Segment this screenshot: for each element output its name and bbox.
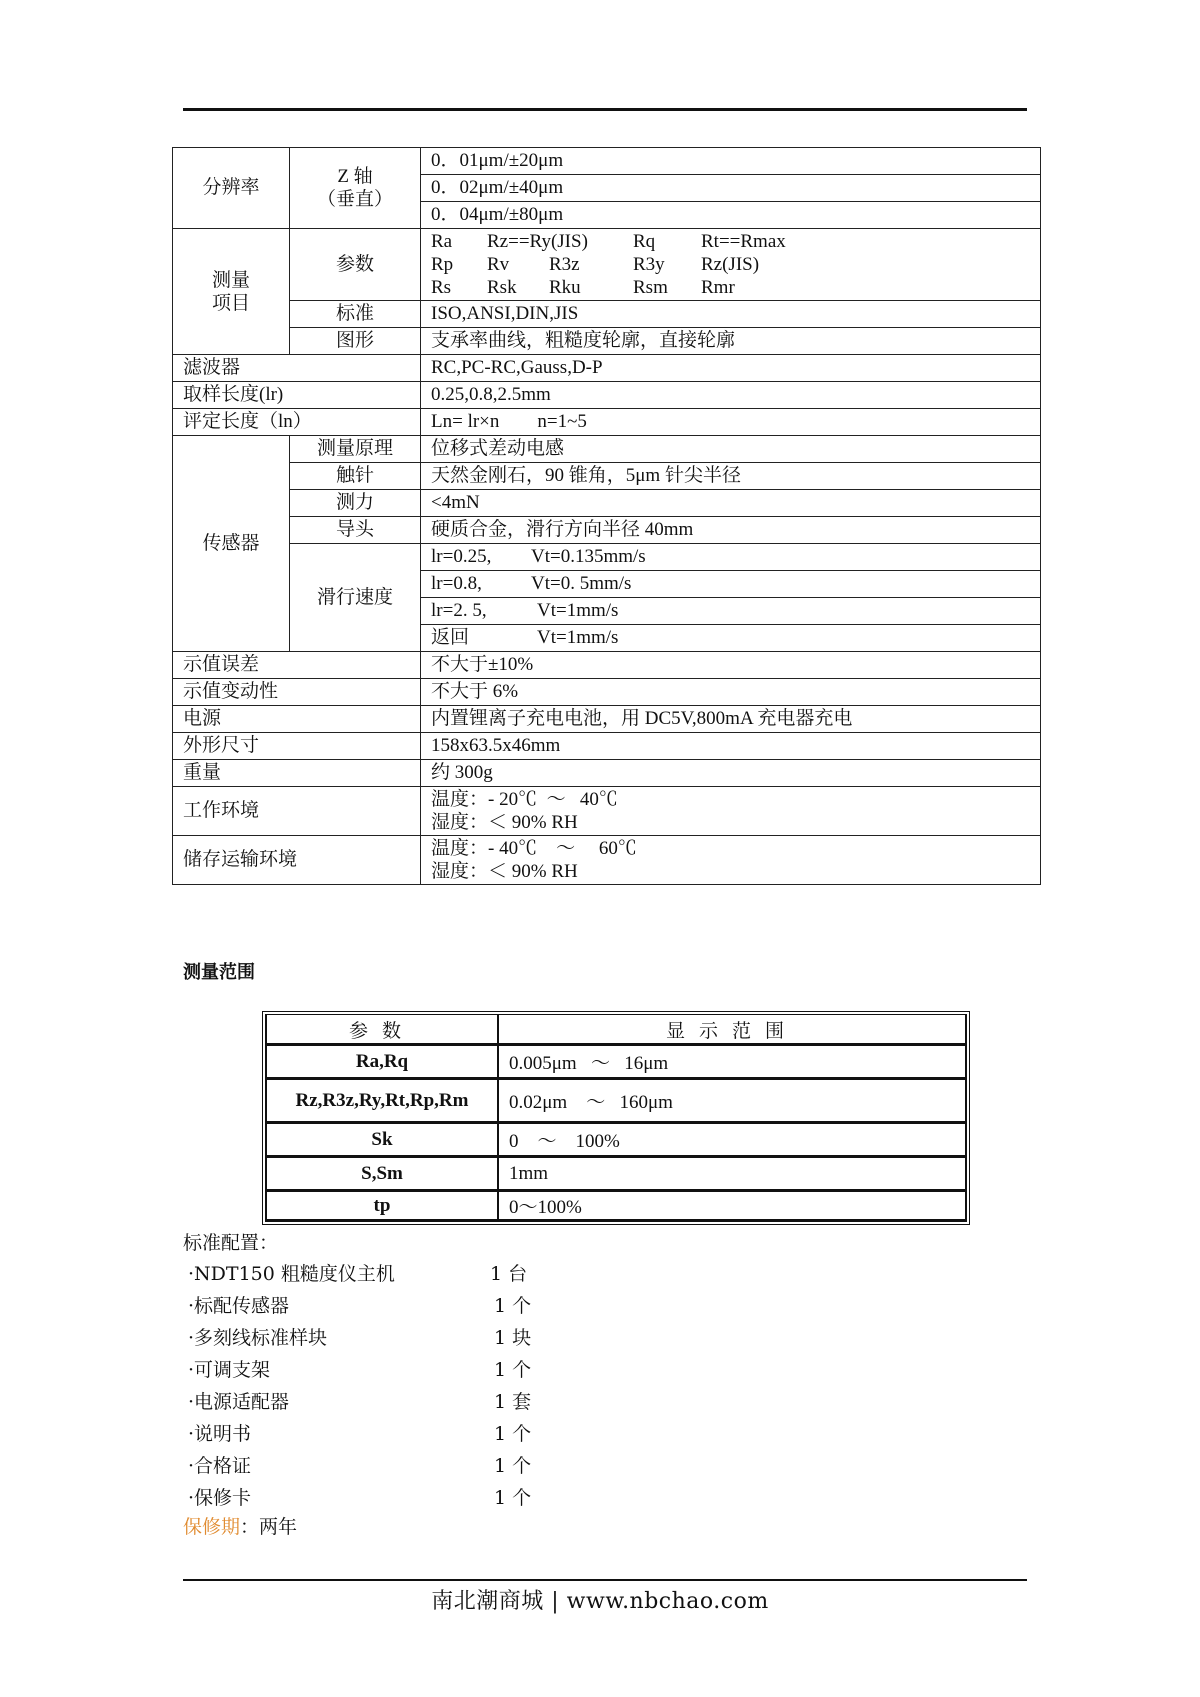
standard-label: 标准 <box>290 301 421 328</box>
list-item <box>188 1482 788 1514</box>
work-env-temp: 温度：- 20℃ ～ 40℃ <box>431 789 618 810</box>
range-param: Sk <box>266 1123 498 1157</box>
list-item <box>188 1386 788 1418</box>
header-rule <box>183 108 1027 111</box>
config-item-qty: 1 个 <box>494 1487 532 1509</box>
config-item-qty: 1 个 <box>494 1423 532 1445</box>
list-item <box>188 1290 788 1322</box>
range-param: Ra,Rq <box>266 1045 498 1079</box>
list-item <box>188 1258 788 1290</box>
force-label: 测力 <box>290 490 421 517</box>
variation-label: 示值变动性 <box>173 679 421 706</box>
size-value: 158x63.5x46mm <box>421 733 1041 760</box>
resolution-axis <box>290 148 421 229</box>
speed-label: 滑行速度 <box>290 544 421 652</box>
table-row <box>173 517 1041 544</box>
work-env-humidity: 湿度：＜ 90% RH <box>431 812 578 833</box>
config-item-name: ·保修卡 <box>188 1487 252 1509</box>
filter-label: 滤波器 <box>173 355 421 382</box>
param-item: Rz==Ry(JIS) <box>487 231 588 252</box>
stylus-value: 天然金刚石，90 锥角，5μm 针尖半径 <box>421 463 1041 490</box>
guide-value: 硬质合金，滑行方向半径 40mm <box>421 517 1041 544</box>
config-item-name: ·说明书 <box>188 1423 252 1445</box>
variation-value: 不大于 6% <box>421 679 1041 706</box>
storage-env-label: 储存运输环境 <box>173 836 421 885</box>
storage-env-humidity: 湿度：＜ 90% RH <box>431 861 578 882</box>
range-table-frame <box>262 1011 970 1225</box>
guide-label: 导头 <box>290 517 421 544</box>
param-item: Rp <box>431 254 454 275</box>
table-row <box>173 760 1041 787</box>
resolution-value: 0．02μm/±40μm <box>421 175 1041 202</box>
table-row <box>173 836 1041 885</box>
sensor-label: 传感器 <box>173 436 290 652</box>
standard-value: ISO,ANSI,DIN,JIS <box>421 301 1041 328</box>
params-row <box>431 253 1030 276</box>
speed-value <box>421 544 1041 571</box>
config-item-qty: 1 块 <box>494 1327 532 1349</box>
storage-env-temp: 温度：- 40℃ ～ 60℃ <box>431 838 637 859</box>
config-item-name: ·可调支架 <box>188 1359 271 1381</box>
param-item: Rmr <box>701 277 735 298</box>
param-item: Rsk <box>487 277 517 298</box>
table-row <box>173 544 1041 571</box>
graph-value: 支承率曲线，粗糙度轮廓，直接轮廓 <box>421 328 1041 355</box>
params-row <box>431 276 1030 299</box>
principle-value: 位移式差动电感 <box>421 436 1041 463</box>
table-row <box>173 382 1041 409</box>
config-list <box>188 1258 788 1514</box>
table-row <box>173 733 1041 760</box>
table-row <box>266 1123 966 1157</box>
param-item: Ra <box>431 231 453 252</box>
range-section-title: 测量范围 <box>183 962 255 983</box>
force-value: <4mN <box>421 490 1041 517</box>
speed-vt: Vt=1mm/s <box>537 600 619 621</box>
param-item: Rs <box>431 277 452 298</box>
range-header-row <box>266 1015 966 1045</box>
speed-vt: Vt=0. 5mm/s <box>531 573 632 594</box>
config-title: 标准配置： <box>183 1232 279 1254</box>
range-header-range: 显示范围 <box>498 1015 966 1045</box>
spec-table <box>172 147 1041 885</box>
eval-length-value: Ln= lr×n n=1~5 <box>421 409 1041 436</box>
speed-value <box>421 571 1041 598</box>
warranty-label: 保修期 <box>183 1516 241 1538</box>
warranty-line <box>183 1512 297 1539</box>
footer-text: 南北潮商城 | www.nbchao.com <box>431 1589 769 1614</box>
table-row <box>173 148 1041 175</box>
stylus-label: 触针 <box>290 463 421 490</box>
list-item <box>188 1418 788 1450</box>
axis-line2: （垂直） <box>316 189 393 210</box>
sample-length-value: 0.25,0.8,2.5mm <box>421 382 1041 409</box>
param-item: Rv <box>487 254 510 275</box>
params-row <box>431 230 1030 253</box>
resolution-value: 0．01μm/±20μm <box>421 148 1041 175</box>
speed-value <box>421 625 1041 652</box>
params-value <box>421 229 1041 301</box>
list-item <box>188 1450 788 1482</box>
table-row <box>173 679 1041 706</box>
weight-label: 重量 <box>173 760 421 787</box>
table-row <box>173 409 1041 436</box>
work-env-value <box>421 787 1041 836</box>
range-table <box>265 1014 967 1222</box>
params-label: 参数 <box>290 229 421 301</box>
table-row <box>266 1045 966 1079</box>
param-item: R3y <box>633 254 665 275</box>
param-item: Rku <box>549 277 581 298</box>
measure-label-line1: 测量 <box>211 269 250 291</box>
config-item-name: ·多刻线标准样块 <box>188 1327 328 1349</box>
config-item-qty: 1 台 <box>490 1263 528 1285</box>
power-label: 电源 <box>173 706 421 733</box>
warranty-value: 两年 <box>259 1516 298 1538</box>
speed-vt: Vt=1mm/s <box>537 627 619 648</box>
speed-lr: lr=0.8, <box>431 573 482 594</box>
param-item: Rt==Rmax <box>701 231 786 252</box>
table-row <box>173 490 1041 517</box>
table-row <box>173 301 1041 328</box>
power-value: 内置锂离子充电电池，用 DC5V,800mA 充电器充电 <box>421 706 1041 733</box>
config-item-qty: 1 个 <box>494 1455 532 1477</box>
table-row <box>266 1191 966 1221</box>
range-value: 0.005μm ～ 16μm <box>498 1045 966 1079</box>
measure-label-line2: 项目 <box>211 292 250 314</box>
param-item: Rsm <box>633 277 668 298</box>
config-item-qty: 1 套 <box>494 1391 532 1413</box>
range-value: 0.02μm ～ 160μm <box>498 1079 966 1123</box>
range-value: 0 ～ 100% <box>498 1123 966 1157</box>
range-param: Rz,R3z,Ry,Rt,Rp,Rm <box>266 1079 498 1123</box>
resolution-label: 分辨率 <box>173 148 290 229</box>
filter-value: RC,PC-RC,Gauss,D-P <box>421 355 1041 382</box>
table-row <box>173 706 1041 733</box>
warranty-sep: ： <box>240 1516 260 1538</box>
speed-lr: lr=2. 5, <box>431 600 487 621</box>
config-item-name: ·NDT150 粗糙度仪主机 <box>188 1263 395 1285</box>
graph-label: 图形 <box>290 328 421 355</box>
error-value: 不大于±10% <box>421 652 1041 679</box>
list-item <box>188 1354 788 1386</box>
table-row <box>173 229 1041 301</box>
speed-lr: lr=0.25, <box>431 546 492 567</box>
param-item: R3z <box>549 254 580 275</box>
table-row <box>173 787 1041 836</box>
range-param: S,Sm <box>266 1157 498 1191</box>
error-label: 示值误差 <box>173 652 421 679</box>
range-param: tp <box>266 1191 498 1221</box>
axis-line1: Z 轴 <box>337 166 373 187</box>
param-item: Rq <box>633 231 656 252</box>
config-item-qty: 1 个 <box>494 1359 532 1381</box>
storage-env-value <box>421 836 1041 885</box>
eval-length-label: 评定长度（ln） <box>173 409 421 436</box>
measure-label <box>173 229 290 355</box>
config-item-name: ·标配传感器 <box>188 1295 290 1317</box>
table-row <box>173 436 1041 463</box>
size-label: 外形尺寸 <box>173 733 421 760</box>
work-env-label: 工作环境 <box>173 787 421 836</box>
resolution-value: 0．04μm/±80μm <box>421 202 1041 229</box>
speed-lr: 返回 <box>431 627 470 648</box>
range-header-param: 参数 <box>266 1015 498 1045</box>
table-row <box>173 652 1041 679</box>
table-row <box>266 1157 966 1191</box>
speed-value <box>421 598 1041 625</box>
principle-label: 测量原理 <box>290 436 421 463</box>
table-row <box>266 1079 966 1123</box>
table-row <box>173 355 1041 382</box>
config-item-name: ·电源适配器 <box>188 1391 290 1413</box>
weight-value: 约 300g <box>421 760 1041 787</box>
footer-rule <box>183 1579 1027 1581</box>
table-row <box>173 328 1041 355</box>
speed-vt: Vt=0.135mm/s <box>531 546 646 567</box>
sample-length-label: 取样长度(lr) <box>173 382 421 409</box>
list-item <box>188 1322 788 1354</box>
range-value: 0～100% <box>498 1191 966 1221</box>
config-item-name: ·合格证 <box>188 1455 252 1477</box>
param-item: Rz(JIS) <box>701 254 760 275</box>
range-value: 1mm <box>498 1157 966 1191</box>
table-row <box>173 463 1041 490</box>
config-item-qty: 1 个 <box>494 1295 532 1317</box>
